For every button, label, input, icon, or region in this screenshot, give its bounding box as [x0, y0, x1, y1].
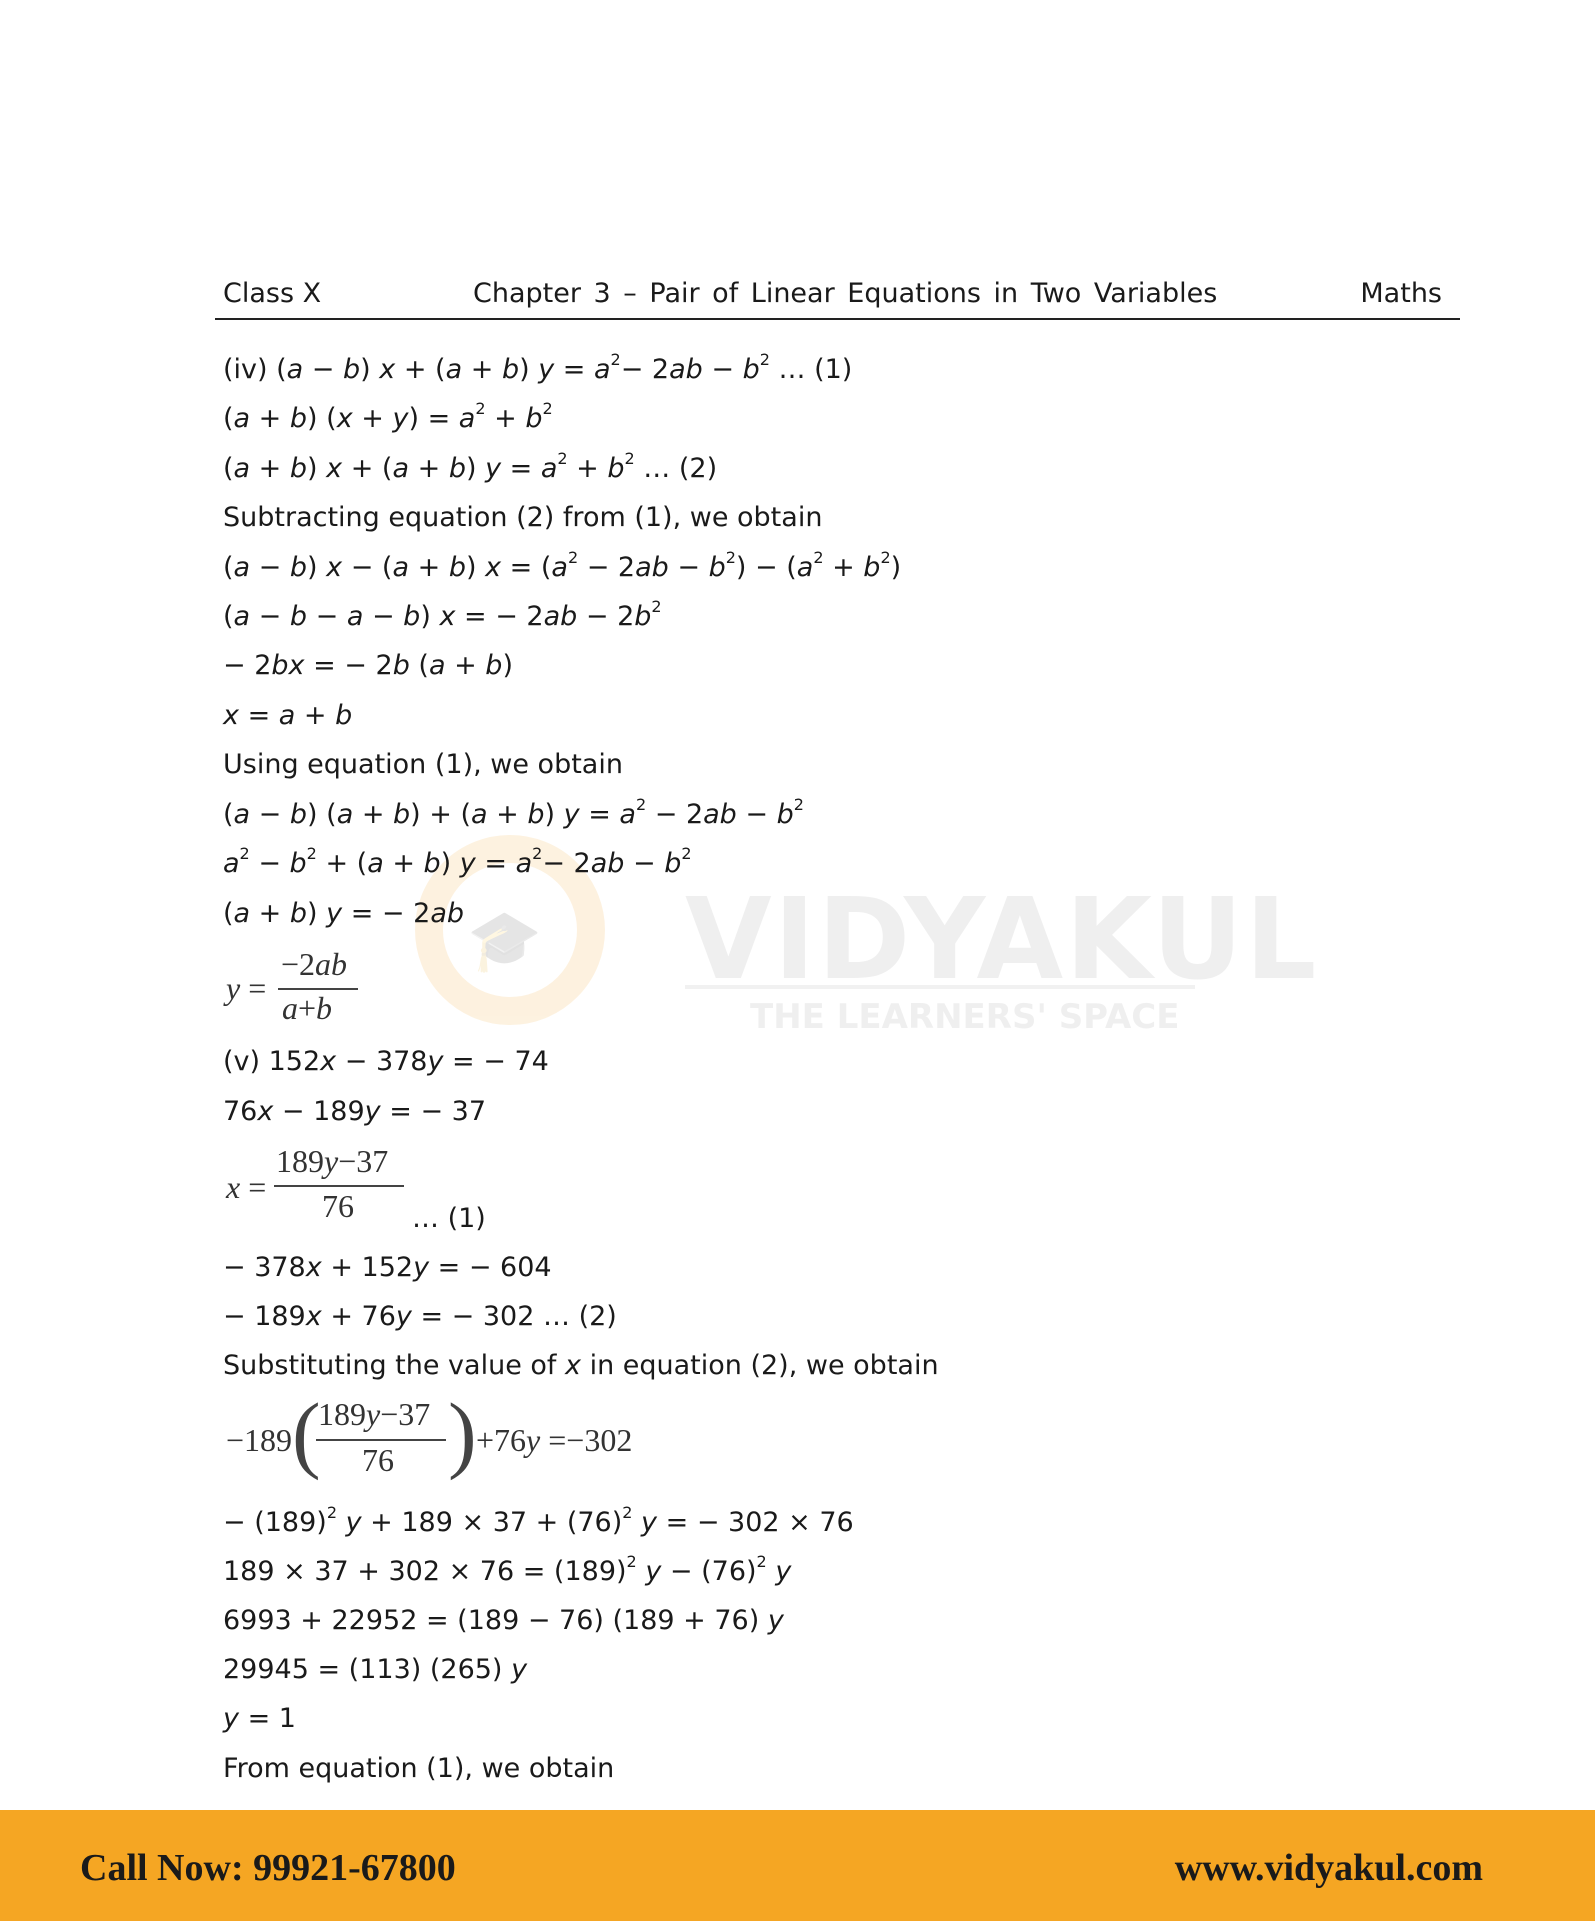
equation-iv-2: (a + b) $(x + y) = a^2 + b^2$: [223, 399, 553, 434]
equation-iv-5: (a − b) x − (a + b) $x = (a^2 - 2ab - b^2) - (a^2 + b^2)$: [223, 548, 902, 583]
equation-v-1: (v) 152x − 378y = − 74: [223, 1046, 549, 1077]
header-chapter: Chapter 3 – Pair of Linear Equations in Two Variables: [473, 278, 1218, 309]
page-header: [215, 272, 1460, 320]
equation-v-3-tag: … (1): [412, 1203, 486, 1234]
equation-v-9: $189 \times 37 + 302 \times 76 = (189)^2$ $y - (76)^2$ y: [223, 1552, 792, 1587]
equation-v-8: − $(189)^2$ $y + 189 \times 37 + (76)^2$ y = − 302 × 76: [223, 1503, 854, 1538]
equation-v-12: y = 1: [223, 1703, 296, 1734]
header-class: Class X: [223, 278, 322, 309]
equation-v-4: − 378x + 152y = − 604: [223, 1252, 552, 1283]
text-from-eq1: From equation (1), we obtain: [223, 1753, 615, 1784]
text-using-eq1: Using equation (1), we obtain: [223, 749, 623, 780]
equation-iv-10: (a − b) (a + b) + (a + b) $y = a^2 - 2ab - b^2$: [223, 795, 804, 830]
equation-iv-3: (a + b) x + (a + b) $y = a^2 + b^2$ … (2): [223, 449, 718, 484]
equation-iv-1: (iv) (a − b) x + (a + b) $y = a^2- 2ab - b^2$ … (1): [223, 350, 853, 385]
equation-iv-11: $a^2 - b^2 + (a + b) y = a^2- 2ab - b^2$: [223, 844, 692, 879]
graduation-cap-icon: 🎓: [467, 906, 542, 976]
footer-call-now: Call Now: 99921-67800: [80, 1847, 456, 1889]
header-subject: Maths: [1360, 278, 1442, 309]
fraction-x-expression: x = 189y−37 76: [226, 1143, 416, 1229]
equation-iv-12: (a + b) y = − 2ab: [223, 898, 464, 929]
watermark-brand: VIDYAKUL: [685, 875, 1319, 1005]
text-substituting: Substituting the value of x in equation (2), we obtain: [223, 1350, 939, 1381]
watermark-tagline: THE LEARNERS' SPACE: [750, 997, 1180, 1037]
text-subtracting: Subtracting equation (2) from (1), we obtain: [223, 502, 823, 533]
equation-iv-6: (a − b − a − b) x = − $2ab - 2b^2$: [223, 597, 662, 632]
footer-banner: [0, 1810, 1595, 1921]
footer-website-link[interactable]: www.vidyakul.com: [1174, 1847, 1483, 1889]
equation-v-2: 76x − 189y = − 37: [223, 1096, 487, 1127]
fraction-y-solution: y = −2ab a+b: [226, 948, 366, 1030]
fraction-substitution: −189 ( 189y−37 76 ) +76y =−302: [226, 1385, 633, 1481]
watermark-divider: [685, 985, 1195, 989]
equation-iv-7: − 2bx = − 2b (a + b): [223, 650, 513, 681]
equation-v-5: − 189x + 76y = − 302 … (2): [223, 1301, 617, 1332]
equation-v-10: 6993 + 22952 = (189 − 76) (189 + 76) y: [223, 1605, 784, 1636]
equation-iv-8: x = a + b: [223, 700, 353, 731]
equation-v-11: 29945 = (113) (265) y: [223, 1654, 528, 1685]
